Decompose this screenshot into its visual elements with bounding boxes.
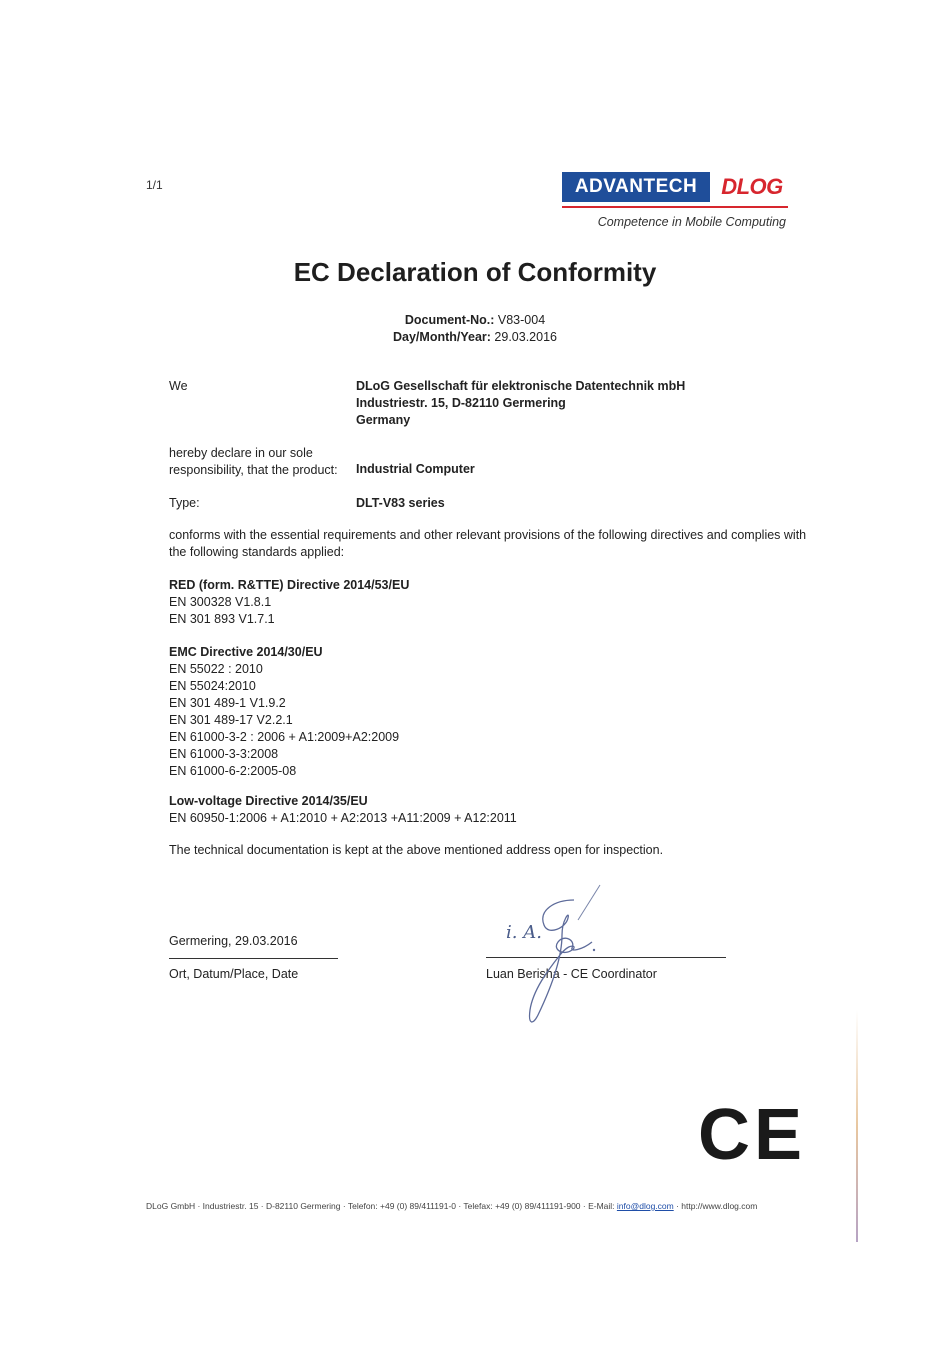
declare-label: hereby declare in our sole responsibility, that the product: <box>169 446 338 477</box>
place-date-line <box>169 958 338 959</box>
document-date: Day/Month/Year: 29.03.2016 <box>393 330 557 344</box>
type-value: DLT-V83 series <box>356 496 445 510</box>
directive-lvd: Low-voltage Directive 2014/35/EU EN 60950-1:2006 + A1:2010 + A2:2013 +A11:2009 + A12:2011 <box>169 794 517 825</box>
page-title: EC Declaration of Conformity <box>293 257 657 287</box>
logo-advantech: ADVANTECH <box>562 172 710 202</box>
we-label: We <box>169 379 188 393</box>
logo-underline <box>562 206 788 208</box>
scan-edge <box>856 1010 858 1242</box>
handwritten-signature <box>500 880 610 1030</box>
footer: DLoG GmbH · Industriestr. 15 · D-82110 Germering · Telefon: +49 (0) 89/411191-0 · Telefax: +49 (0) 89/411191-900 · E-Mail: info@dlog.com · http://www.dlog.com <box>146 1201 758 1211</box>
signature-ia: i. A. <box>506 922 542 943</box>
document-number: Document-No.: V83-004 <box>404 313 546 327</box>
type-label: Type: <box>169 496 200 510</box>
footer-email-link[interactable]: info@dlog.com <box>616 1201 674 1211</box>
tech-doc-text: The technical documentation is kept at the above mentioned address open for inspection. <box>169 843 664 857</box>
page-number: 1/1 <box>146 178 163 192</box>
manufacturer-address: DLoG Gesellschaft für elektronische Datentechnik mbH Industriestr. 15, D-82110 Germering Germany <box>356 379 686 427</box>
logo-dlog: DLOG <box>721 174 783 199</box>
conforms-text: conforms with the essential requirements and other relevant provisions of the following directives and complies with the following standards applied: <box>169 528 807 559</box>
directive-emc: EMC Directive 2014/30/EU EN 55022 : 2010 EN 55024:2010 EN 301 489-1 V1.9.2 EN 301 489-17 V2.2.1 EN 61000-3-2 : 2006 + A1:2009+A2:2009 EN 61000-3-3:2008 EN 61000-6-2:2005-08 <box>169 645 400 778</box>
document-info <box>0 312 950 346</box>
signer-caption: Luan Berisha - CE Coordinator <box>486 967 657 981</box>
place-date: Germering, 29.03.2016 <box>169 934 298 948</box>
ce-mark: CE <box>698 1095 807 1175</box>
directive-red: RED (form. R&TTE) Directive 2014/53/EU EN 300328 V1.8.1 EN 301 893 V1.7.1 <box>169 578 410 626</box>
place-date-caption: Ort, Datum/Place, Date <box>169 967 299 981</box>
product-value: Industrial Computer <box>356 462 475 476</box>
logo-tagline: Competence in Mobile Computing <box>597 215 786 229</box>
